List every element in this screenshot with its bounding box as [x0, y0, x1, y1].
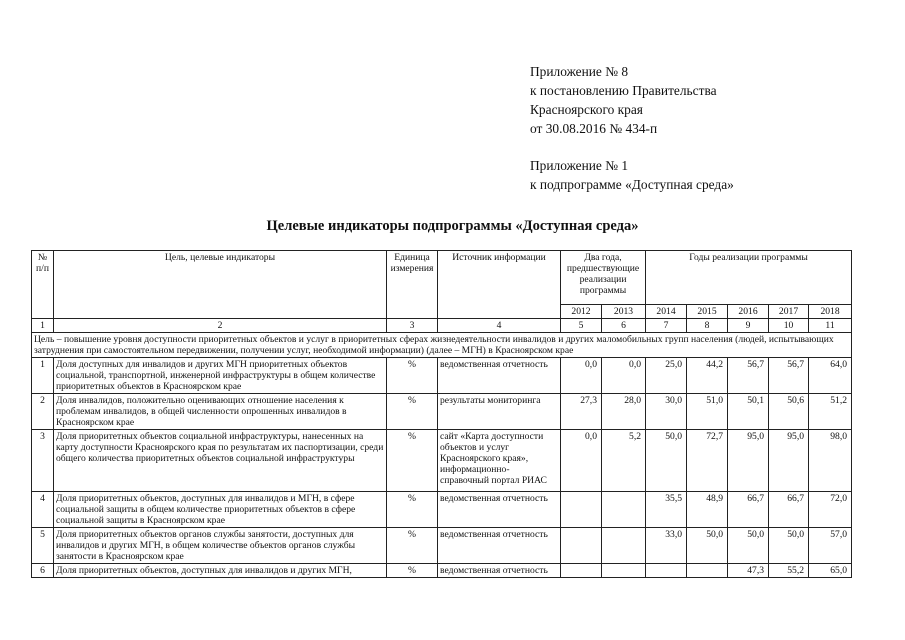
column-number: 10	[769, 319, 809, 333]
indicator-source: ведомственная отчетность	[438, 358, 561, 394]
column-number: 5	[561, 319, 602, 333]
indicator-name: Доля инвалидов, положительно оценивающих отношение населения к проблемам инвалидов, в общей численности опрошенных инвалидов в Красноярском крае	[54, 394, 387, 430]
value-2012: 0,0	[561, 358, 602, 394]
indicator-name: Доля приоритетных объектов социальной инфраструктуры, нанесенных на карту доступности Красноярского края по результатам их паспортизации, среди общего количества приоритетных объектов социальной инфраструктуры	[54, 430, 387, 492]
value-2017: 55,2	[769, 564, 809, 578]
value-2012: 27,3	[561, 394, 602, 430]
indicator-unit: %	[387, 394, 438, 430]
value-2017: 50,0	[769, 528, 809, 564]
value-2015: 44,2	[687, 358, 728, 394]
appendix-line: Красноярского края	[530, 102, 643, 117]
row-number: 5	[32, 528, 54, 564]
value-2017: 56,7	[769, 358, 809, 394]
column-number: 6	[602, 319, 646, 333]
column-number: 9	[728, 319, 769, 333]
indicator-unit: %	[387, 564, 438, 578]
value-2018: 57,0	[809, 528, 852, 564]
row-number: 1	[32, 358, 54, 394]
value-2014: 30,0	[646, 394, 687, 430]
indicator-source: результаты мониторинга	[438, 394, 561, 430]
value-2013: 28,0	[602, 394, 646, 430]
header-source: Источник информации	[438, 251, 561, 319]
value-2017: 50,6	[769, 394, 809, 430]
value-2012	[561, 492, 602, 528]
header-unit: Единица измерения	[387, 251, 438, 319]
value-2017: 95,0	[769, 430, 809, 492]
header-goal: Цель, целевые индикаторы	[54, 251, 387, 319]
header-years-group: Годы реализации программы	[646, 251, 852, 305]
row-number: 6	[32, 564, 54, 578]
value-2018: 65,0	[809, 564, 852, 578]
value-2015: 51,0	[687, 394, 728, 430]
header-year: 2014	[646, 305, 687, 319]
column-number: 2	[54, 319, 387, 333]
header-year: 2016	[728, 305, 769, 319]
value-2015: 48,9	[687, 492, 728, 528]
header-year: 2018	[809, 305, 852, 319]
value-2018: 98,0	[809, 430, 852, 492]
value-2016: 47,3	[728, 564, 769, 578]
appendix-line: к постановлению Правительства	[530, 83, 717, 98]
document-title: Целевые индикаторы подпрограммы «Доступная среда»	[266, 218, 639, 234]
value-2015	[687, 564, 728, 578]
indicator-source: ведомственная отчетность	[438, 492, 561, 528]
table-row	[32, 358, 852, 394]
table-row	[32, 528, 852, 564]
value-2017: 66,7	[769, 492, 809, 528]
indicator-name: Доля приоритетных объектов, доступных для инвалидов и МГН, в сфере социальной защиты в общем количестве приоритетных объектов в сфере социальной защиты в Красноярском крае	[54, 492, 387, 528]
value-2014	[646, 564, 687, 578]
column-number: 1	[32, 319, 54, 333]
indicators-table	[31, 250, 852, 578]
value-2016: 66,7	[728, 492, 769, 528]
indicator-name: Доля доступных для инвалидов и других МГН приоритетных объектов социальной, транспортной, инженерной инфраструктуры в общем количестве приоритетных объектов в Красноярском крае	[54, 358, 387, 394]
appendix-line: Приложение № 1	[530, 158, 629, 173]
appendix-line: Приложение № 8	[530, 64, 629, 79]
value-2018: 72,0	[809, 492, 852, 528]
table-row	[32, 430, 852, 492]
appendix-block	[530, 62, 734, 194]
column-number: 11	[809, 319, 852, 333]
column-number: 8	[687, 319, 728, 333]
value-2016: 50,0	[728, 528, 769, 564]
indicator-unit: %	[387, 528, 438, 564]
header-prior: Два года, предшествующие реализации программы	[561, 251, 646, 305]
header-year: 2013	[602, 305, 646, 319]
value-2016: 95,0	[728, 430, 769, 492]
value-2012: 0,0	[561, 430, 602, 492]
indicator-unit: %	[387, 358, 438, 394]
row-number: 3	[32, 430, 54, 492]
value-2012	[561, 528, 602, 564]
value-2015: 50,0	[687, 528, 728, 564]
value-2013: 0,0	[602, 358, 646, 394]
value-2014: 35,5	[646, 492, 687, 528]
value-2018: 64,0	[809, 358, 852, 394]
value-2014: 33,0	[646, 528, 687, 564]
value-2016: 56,7	[728, 358, 769, 394]
column-number: 4	[438, 319, 561, 333]
indicator-unit: %	[387, 492, 438, 528]
value-2013	[602, 564, 646, 578]
row-number: 4	[32, 492, 54, 528]
indicator-source: ведомственная отчетность	[438, 528, 561, 564]
value-2014: 25,0	[646, 358, 687, 394]
table-row	[32, 492, 852, 528]
table-row	[32, 564, 852, 578]
value-2014: 50,0	[646, 430, 687, 492]
value-2015: 72,7	[687, 430, 728, 492]
header-year: 2012	[561, 305, 602, 319]
goal-row: Цель – повышение уровня доступности приоритетных объектов и услуг в приоритетных сферах жизнедеятельности инвалидов и других маломобильных групп населения (людей, испытывающих затруднения при самостоятельном передвижении, получении услуг, необходимой информации) (далее – МГН) в Красноярском крае	[32, 333, 852, 358]
value-2013: 5,2	[602, 430, 646, 492]
indicator-name: Доля приоритетных объектов органов службы занятости, доступных для инвалидов и других МГН, в общем количестве объектов органов службы занятости в Красноярском крае	[54, 528, 387, 564]
indicator-name: Доля приоритетных объектов, доступных для инвалидов и других МГН,	[54, 564, 387, 578]
indicator-unit: %	[387, 430, 438, 492]
header-num: № п/п	[32, 251, 54, 319]
appendix-line: к подпрограмме «Доступная среда»	[530, 177, 734, 192]
value-2012	[561, 564, 602, 578]
value-2013	[602, 492, 646, 528]
value-2016: 50,1	[728, 394, 769, 430]
row-number: 2	[32, 394, 54, 430]
column-number: 3	[387, 319, 438, 333]
indicator-source: ведомственная отчетность	[438, 564, 561, 578]
header-year: 2015	[687, 305, 728, 319]
value-2013	[602, 528, 646, 564]
value-2018: 51,2	[809, 394, 852, 430]
table-row	[32, 394, 852, 430]
appendix-line: от 30.08.2016 № 434-п	[530, 121, 658, 136]
header-year: 2017	[769, 305, 809, 319]
indicator-source: сайт «Карта доступности объектов и услуг Красноярского края», информационно-справочный портал РИАС	[438, 430, 561, 492]
column-number: 7	[646, 319, 687, 333]
